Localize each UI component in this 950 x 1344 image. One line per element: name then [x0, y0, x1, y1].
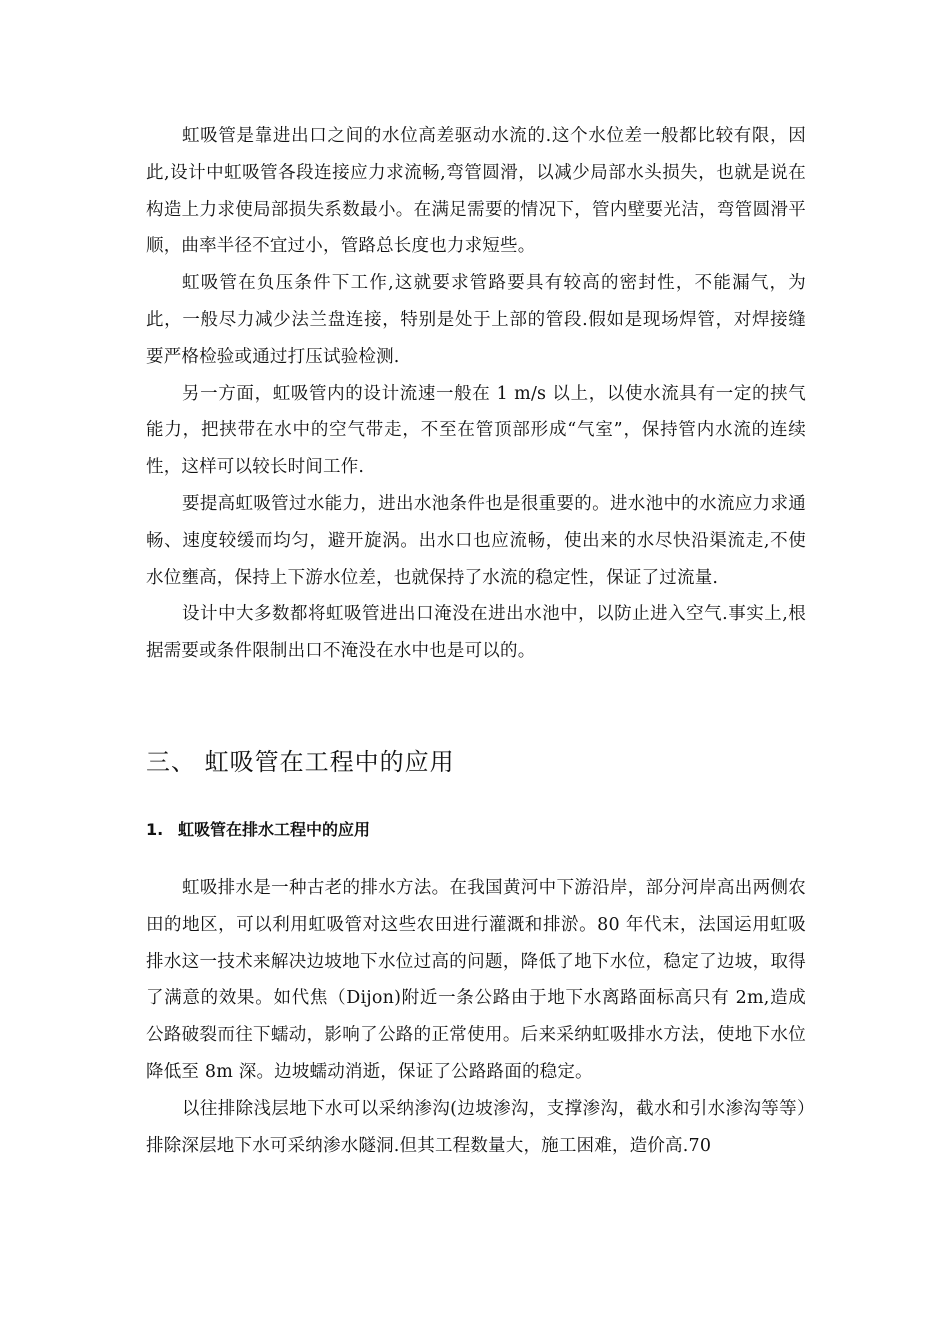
- paragraph-group-design: [146, 118, 806, 670]
- subsection-number: 1.: [146, 820, 164, 839]
- paragraph: 以往排除浅层地下水可以采纳渗沟(边坡渗沟，支撑渗沟，截水和引水渗沟等等）排除深层地下水可采纳渗水隧洞.但其工程数量大，施工困难，造价高.70: [146, 1098, 806, 1156]
- section-heading: 三、 虹吸管在工程中的应用: [146, 748, 455, 776]
- paragraph: 设计中大多数都将虹吸管进出口淹没在进出水池中，以防止进入空气.事实上,根据需要或条件限制出口不淹没在水中也是可以的。: [146, 604, 806, 662]
- paragraph: 另一方面，虹吸管内的设计流速一般在 1 m/s 以上，以使水流具有一定的挟气能力，把挟带在水中的空气带走，不至在管顶部形成“气室”，保持管内水流的连续性，这样可以较长时间工作.: [146, 383, 806, 478]
- subsection-heading: [146, 815, 370, 845]
- paragraph: 虹吸排水是一种古老的排水方法。在我国黄河中下游沿岸，部分河岸高出两侧农田的地区，可以利用虹吸管对这些农田进行灌溉和排淤。80 年代末，法国运用虹吸排水这一技术来解决边坡地下水位过高的问题，降低了地下水位，稳定了边坡，取得了满意的效果。如代焦（Dijon)附近一条公路由于地下水离路面标高只有 2m,造成公路破裂而往下蠕动，影响了公路的正常使用。后来采纳虹吸排水方法，使地下水位降低至 8m 深。边坡蠕动消逝，保证了公路路面的稳定。: [146, 878, 806, 1082]
- paragraph: 虹吸管在负压条件下工作,这就要求管路要具有较高的密封性，不能漏气，为此，一般尽力减少法兰盘连接，特别是处于上部的管段.假如是现场焊管，对焊接缝要严格检验或通过打压试验检测.: [146, 273, 806, 367]
- paragraph-group-drainage: [146, 870, 806, 1164]
- subsection-title: 虹吸管在排水工程中的应用: [178, 820, 371, 839]
- paragraph: 要提高虹吸管过水能力，进出水池条件也是很重要的。进水池中的水流应力求通畅、速度较缓而均匀，避开旋涡。出水口也应流畅，使出来的水尽快沿渠流走,不使水位壅高，保持上下游水位差，也就保持了水流的稳定性，保证了过流量.: [146, 493, 806, 588]
- paragraph: 虹吸管是靠进出口之间的水位高差驱动水流的.这个水位差一般都比较有限，因此,设计中虹吸管各段连接应力求流畅,弯管圆滑，以减少局部水头损失，也就是说在构造上力求使局部损失系数最小。在满足需要的情况下，管内壁要光洁，弯管圆滑平顺，曲率半径不宜过小，管路总长度也力求短些。: [146, 126, 806, 257]
